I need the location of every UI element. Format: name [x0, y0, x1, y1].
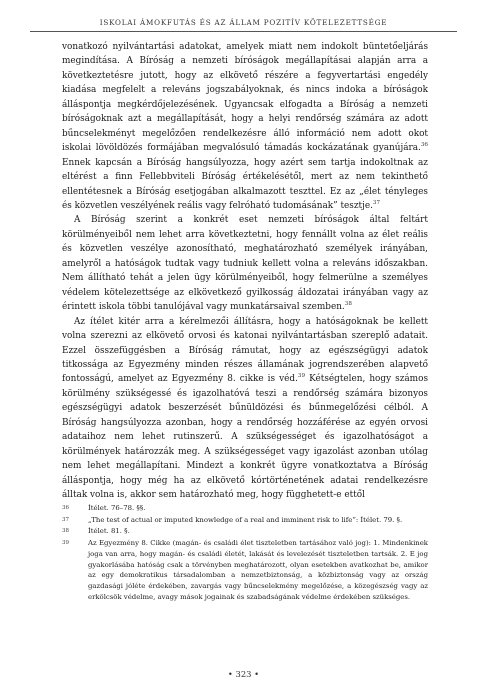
footnote-text: Az Egyezmény 8. Cikke (magán- és családi élet tiszteletben tartásához való jog): 1. Mindenkinek joga van arra, hogy magán- és családi életét, lakását és levelezését tiszteletben tartsák. 2. E jog gyakorlásába hatóság csak a törvényben meghatározott, olyan esetekben avatkozhat be, amikor az egy demokratikus társadalomban a nemzetbiztonság, a közbiztonság vagy az ország gazdasági jóléte érdekében, zavargás vagy bűncselekmény megelőzése, a közegészség vagy az erkölcsök védelme, avagy mások jogainak és szabadságának védelme érdekében szükséges. — [88, 539, 428, 601]
paragraph — [62, 213, 428, 314]
paragraph — [62, 315, 428, 503]
header-rule — [30, 31, 457, 32]
footnote — [62, 503, 428, 514]
footnote — [62, 515, 428, 526]
footnote-reference[interactable]: 39 — [297, 373, 306, 380]
footnote-number: 38 — [62, 528, 69, 535]
footnote — [62, 538, 428, 602]
footnote-number: 39 — [62, 540, 69, 547]
main-text — [62, 40, 428, 503]
footnote-number: 36 — [62, 505, 69, 511]
footnote-reference[interactable]: 36 — [420, 142, 428, 149]
footnote-text: Ítélet. 76–78. §§. — [88, 504, 146, 512]
running-header: ISKOLAI ÁMOKFUTÁS ÉS AZ ÁLLAM POZITÍV KÖTELEZETTSÉGE — [99, 18, 388, 27]
footnote — [62, 526, 428, 537]
footnote-text: „The test of actual or imputed knowledge of a real and imminent risk to life”: Ítélet. 79. §. — [88, 515, 403, 524]
footnote-reference[interactable]: 37 — [372, 200, 381, 207]
paragraph-text: Az ítélet kitér arra a kérelmezői állításra, hogy a hatóságoknak be kellett volna szerezni az elkövető orvosi és katonai nyilvántartásban szereplő adatait. Ezzel összefüggésben a Bíróság rámutat, hogy az egészségügyi adatok titkossága az Egyezmény minden részes államának jogrendszerében alapvető fontosságú, amelyet az Egyezmény 8. cikke is véd. — [62, 316, 428, 385]
paragraph — [62, 40, 428, 213]
paragraph-text: Ennek kapcsán a Bíróság hangsúlyozza, hogy azért sem tartja indokoltnak az eltérést a finn Fellebbviteli Bíróság értékelésétől, mert az nem tekinthető ellentétesnek a Bíróság esetjogában alkalmazott teszttel. Ez az „élet tényleges és közvetlen veszélyének reális vagy felróható tudomásának” tesztje. — [62, 157, 428, 211]
footnote-number: 37 — [62, 516, 69, 523]
footnotes — [62, 503, 428, 603]
page-number: • 323 • — [227, 669, 260, 679]
paragraph-text: vonatkozó nyilvántartási adatokat, amelyek miatt nem indokolt büntetőeljárás megindítása. A Bíróság a nemzeti bíróságok megállapításai alapján arra a következtetésre jutott, hogy az elkövető részére a fegyvertartási engedély kiadása megfelelt a releváns jogszabályoknak, és nincs indoka a bíróságok álláspontja megkérdőjelezésének. Ugyancsak elfogadta a Bíróság a nemzeti bíróságoknak azt a megállapítását, hogy a helyi rendőrség számára az adott bűncselekményt megelőzően rendelkezésre álló információ nem adott okot iskolai lövöldözés formájában megvalósuló támadás kockázatának gyanújára. — [62, 42, 428, 154]
footnote-reference[interactable]: 38 — [344, 301, 352, 308]
paragraph-text: A Bíróság szerint a konkrét eset nemzeti bíróságok által feltárt körülményeiből nem lehet arra következtetni, hogy fennállt volna az élet reális és közvetlen veszélye azonosítható, meghatározható személyek irányában, amelyről a hatóságok tudtak vagy tudniuk kellett volna a releváns időszakban. Nem állítható tehát a jelen ügy körülményeiből, hogy felmerülne a személyes védelem kötelezettsége az elkövetkező gyilkosság áldozatai irányában vagy az érintett iskola többi tanulójával vagy munkatársaival szemben. — [62, 215, 428, 313]
paragraph-text: Kétségtelen, hogy számos körülmény szükségessé és igazolhatóvá teszi a rendőrség számára bizonyos egészségügyi adatok beszerzését bűnüldözési és bűnmegelőzési célból. A Bíróság hangsúlyozza azonban, hogy a rendőrség hozzáférése az egyén orvosi adataihoz nem lehet rutinszerű. A szükségességet és igazolhatóságot a körülmények határozzák meg. A szükségességet vagy igazolást azonban utólag nem lehet megállapítani. Mindezt a konkrét ügyre vonatkoztatva a Bíróság álláspontja, hogy még ha az elkövető kórtörténetének adatai rendelkezésre álltak volna is, akkor sem határozható meg, hogy függhetett-e ettől — [62, 374, 428, 501]
footnote-text: Ítélet. 81. §. — [88, 527, 130, 536]
